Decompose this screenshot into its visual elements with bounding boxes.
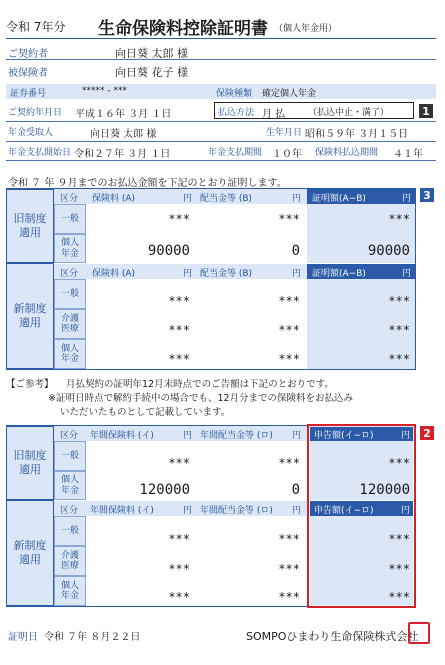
sec1-col-premium: 保険料 (A) xyxy=(92,194,136,204)
company-seal-icon xyxy=(408,622,430,644)
sec2-old-row2-decl: 120000 xyxy=(359,482,410,498)
contract-date-value: 平成１６年 ３月 １日 xyxy=(75,109,172,120)
row-label: 個人 年金 xyxy=(60,475,79,496)
row-label: 個人 年金 xyxy=(60,343,79,364)
sec1-col-premium: 保険料 (A) xyxy=(92,269,136,279)
sec1-col-kubun: 区分 xyxy=(60,194,79,204)
sec2-new-row3-decl: *** xyxy=(388,590,410,604)
badge-1: 1 xyxy=(419,104,433,118)
sec1-new-label xyxy=(6,263,54,369)
sec1-old-row2-cert: 90000 xyxy=(367,243,410,259)
reference-line1: 月払契約の証明年12月末時点でのご告額は下記のとおりです。 xyxy=(66,379,334,390)
page-title: 生命保険料控除証明書 xyxy=(98,19,268,39)
sec1-yen: 円 xyxy=(292,194,302,204)
row-label: 個人 年金 xyxy=(60,580,79,601)
sec1-old-row2-dividend: 0 xyxy=(291,243,300,259)
sec1-new-row2-label xyxy=(54,309,86,339)
sec2-yen: 円 xyxy=(183,506,193,516)
sec2-new-row1-premium: *** xyxy=(168,532,190,546)
sec2-new-row3-dividend: *** xyxy=(278,590,300,604)
sec1-new-row1-cert: *** xyxy=(388,294,410,308)
sec1-new-row3-dividend: *** xyxy=(278,352,300,366)
sec2-old-label xyxy=(6,426,54,500)
divider xyxy=(6,141,436,142)
sec1-yen: 円 xyxy=(292,269,302,279)
pay-period-value: ４１年 xyxy=(393,149,423,160)
sec1-new-row1-dividend: *** xyxy=(278,294,300,308)
divider xyxy=(6,160,436,161)
sec1-old-label-text: 旧制度 適用 xyxy=(13,211,47,239)
sec2-old-row2-label xyxy=(54,471,86,500)
sec1-yen: 円 xyxy=(402,269,412,279)
sec2-col-premium: 年間保険料 (イ) xyxy=(90,506,154,516)
sec1-old-label xyxy=(6,189,54,263)
sec2-old-row1-dividend: *** xyxy=(278,456,300,470)
sec2-yen: 円 xyxy=(401,506,411,516)
sec2-col-kubun: 区分 xyxy=(60,431,79,441)
contractor-name: 向日葵 太郎 様 xyxy=(115,47,188,60)
company-name: SOMPOひまわり生命保険株式会社 xyxy=(246,630,419,643)
era-year: 令和 7年分 xyxy=(6,20,66,34)
sec1-old-row1-cert: *** xyxy=(388,212,410,226)
sec2-col-premium: 年間保険料 (イ) xyxy=(90,431,154,441)
sec2-yen: 円 xyxy=(183,431,193,441)
contractor-label: ご契約者 xyxy=(8,49,48,60)
row-label: 介護 医療 xyxy=(60,550,79,571)
sec2-old-row2-dividend: 0 xyxy=(291,482,300,498)
sec1-yen: 円 xyxy=(402,194,412,204)
pay-method-note: （払込中止・満了） xyxy=(308,108,390,118)
sec1-old-row2-premium: 90000 xyxy=(147,243,190,259)
birth-label: 生年月日 xyxy=(266,128,303,138)
sec2-yen: 円 xyxy=(401,431,411,441)
row-label: 個人 年金 xyxy=(60,238,79,259)
sec2-new-row3-label xyxy=(54,576,86,606)
policy-type-value: 確定個人年金 xyxy=(262,89,317,99)
reference-line3: いただいたものとして記載しています。 xyxy=(60,407,231,418)
sec1-col-kubun: 区分 xyxy=(60,269,79,279)
sec1-new-row3-cert: *** xyxy=(388,352,410,366)
sec1-old-row1-label xyxy=(54,204,86,234)
sec1-new-row2-dividend: *** xyxy=(278,323,300,337)
sec2-new-row2-dividend: *** xyxy=(278,562,300,576)
divider xyxy=(6,121,436,122)
sec2-old-label-text: 旧制度 適用 xyxy=(13,448,47,476)
row-label: 介護 医療 xyxy=(60,313,79,334)
header-rule xyxy=(6,38,436,39)
annuity-period-label: 年金支払期間 xyxy=(208,148,263,158)
annuity-start-value: 令和２７年 ３月 １日 xyxy=(74,149,171,160)
sec1-old-row1-premium: *** xyxy=(168,212,190,226)
sec1-col-dividend: 配当金等 (B) xyxy=(200,269,253,279)
insured-name: 向日葵 花子 様 xyxy=(115,66,188,79)
badge-2: 2 xyxy=(420,426,434,440)
sec2-new-row2-premium: *** xyxy=(168,562,190,576)
sec2-col-decl: 申告額(イ−ロ) xyxy=(314,431,374,441)
sec1-new-row1-premium: *** xyxy=(168,294,190,308)
sec1-old-row2-label xyxy=(54,234,86,263)
cert-date-label: 証明日 xyxy=(8,632,38,643)
contract-date-label: ご契約年月日 xyxy=(8,108,63,118)
sec2-old-row1-decl: *** xyxy=(388,456,410,470)
annuity-period-value: １０年 xyxy=(272,149,302,160)
badge-3: 3 xyxy=(420,188,434,202)
sec1-col-dividend: 配当金等 (B) xyxy=(200,194,253,204)
sec2-old-row2-premium: 120000 xyxy=(139,482,190,498)
pay-method-value: 月 払 xyxy=(262,109,286,120)
sec2-new-row2-label xyxy=(54,546,86,576)
sec1-new-row2-cert: *** xyxy=(388,323,410,337)
cert-date-value: 令和 ７年 ８月２２日 xyxy=(44,632,141,643)
annuitant-label: 年金受取人 xyxy=(8,128,54,138)
sec1-yen: 円 xyxy=(183,269,193,279)
sec2-new-label xyxy=(6,500,54,606)
sec1-new-row3-premium: *** xyxy=(168,352,190,366)
sec2-new-row1-dividend: *** xyxy=(278,532,300,546)
sec2-col-dividend: 年間配当金等 (ロ) xyxy=(200,506,273,516)
divider xyxy=(6,59,436,60)
intro-text: 令和 ７ 年 ９月までのお払込金額を下記のとおり証明します。 xyxy=(8,178,287,189)
sec2-new-row3-premium: *** xyxy=(168,590,190,604)
annuity-start-label: 年金支払開始日 xyxy=(8,148,72,158)
sec2-col-dividend: 年間配当金等 (ロ) xyxy=(200,431,273,441)
sec1-yen: 円 xyxy=(183,194,193,204)
sec2-new-row1-label xyxy=(54,516,86,546)
page-subtitle: （個人年金用） xyxy=(274,24,338,34)
sec2-new-row2-decl: *** xyxy=(388,562,410,576)
sec1-new-row1-label xyxy=(54,279,86,309)
sec1-new-row3-label xyxy=(54,339,86,369)
pay-method-label: 払込方法 xyxy=(218,108,255,118)
sec1-col-cert: 証明額(A−B) xyxy=(312,194,366,204)
insured-label: 被保険者 xyxy=(8,68,48,79)
sec2-col-kubun: 区分 xyxy=(60,506,79,516)
sec1-col-cert: 証明額(A−B) xyxy=(312,269,366,279)
policy-type-label: 保険種類 xyxy=(216,89,253,99)
reference-head: 【ご参考】 xyxy=(6,379,54,390)
row-label: 一般 xyxy=(60,450,79,461)
policy-number-value: ***** - *** xyxy=(82,86,127,96)
sec1-new-row2-premium: *** xyxy=(168,323,190,337)
pay-period-label: 保険料払込期間 xyxy=(315,148,379,158)
sec2-old-row1-premium: *** xyxy=(168,456,190,470)
sec2-yen: 円 xyxy=(292,431,302,441)
policy-number-label: 証券番号 xyxy=(10,89,47,99)
sec2-new-row1-decl: *** xyxy=(388,532,410,546)
row-label: 一般 xyxy=(60,525,79,536)
sec1-old-row1-dividend: *** xyxy=(278,212,300,226)
sec2-new-label-text: 新制度 適用 xyxy=(13,538,47,566)
row-label: 一般 xyxy=(60,288,79,299)
birth-value: 昭和５９年 ３月１５日 xyxy=(305,129,409,140)
annuitant-value: 向日葵 太郎 様 xyxy=(90,129,157,140)
sec2-yen: 円 xyxy=(292,506,302,516)
sec1-new-label-text: 新制度 適用 xyxy=(13,301,47,329)
reference-line2: ※証明日時点で解約手続中の場合でも、12月分までの保険料をお払込み xyxy=(48,393,354,404)
row-label: 一般 xyxy=(60,213,79,224)
sec2-old-row1-label xyxy=(54,441,86,471)
sec2-col-decl: 申告額(イ−ロ) xyxy=(314,506,374,516)
